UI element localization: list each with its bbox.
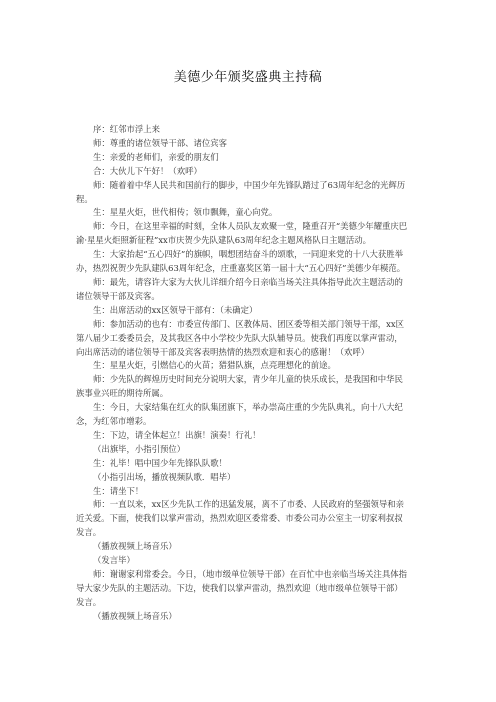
paragraph-4: 合：大伙儿下午好！（欢呼） <box>93 165 202 176</box>
paragraph-13: 师：少先队的辉煌历史时间充分说明大家，青少年儿童的快乐成长，是我国和中华民族事业兴旺的期待所属。 <box>76 374 403 399</box>
paragraph-8: 生：大家抬起“五心四好”的旗帜，咽想团结奋斗的颂歌，一同迎来党的十八大获胜举办，热烈祝贺少先队建队63周年纪念，庄重嘉奖区第一届十大“五心四好”美德少年模范。 <box>76 249 406 274</box>
document-title: 美德少年颁奖盛典主持稿 <box>173 70 323 85</box>
paragraph-3: 生：亲爱的老师们，亲爱的朋友们 <box>93 151 219 162</box>
paragraph-10: 生：出席活动的xx区领导干部有：（未确定） <box>93 304 258 315</box>
paragraph-19: 生：请坐下！ <box>93 485 144 496</box>
stage-direction-4: （发言毕） <box>93 555 135 566</box>
document-body <box>76 123 408 624</box>
paragraph-2: 师：尊重的诸位领导干部、诸位宾客 <box>93 137 227 148</box>
paragraph-6: 生：星星火炬，世代相传；领巾飘舞，童心向党。 <box>93 207 278 218</box>
paragraph-15: 生：下边，请全体起立！出旗！演奏！行礼！ <box>93 429 261 440</box>
paragraph-5: 师：随着着中华人民共和国前行的脚步，中国少年先锋队踏过了63周年纪念的光辉历程。 <box>76 179 406 204</box>
stage-direction-5: （播放视频上场音乐） <box>93 610 177 621</box>
stage-direction-2: （小指引出场，播放视频队歌．唱毕） <box>93 471 236 482</box>
paragraph-17: 生：礼毕！唱中国少年先锋队队歌！ <box>93 457 227 468</box>
stage-direction-3: （播放视频上场音乐） <box>93 541 177 552</box>
paragraph-14: 生：今日，大家结集在红火的队集团旗下，举办崇高庄重的少先队典礼，向十八大纪念，为红邻市增彩。 <box>76 402 403 427</box>
paragraph-11: 师：参加活动的也有：市委宣传部门、区教体局、团区委等相关部门领导干部，xx区第八届少工委委员会，及其我区各中小学校少先队大队辅导员。使我们再度以掌声雷动，向出席活动的诸位领导干部及宾客表明热情的热烈欢迎和衷心的感谢！（欢呼） <box>76 318 404 357</box>
paragraph-12: 生：星星火炬，引燃信心的火苗；猎猎队旗，点亮理想化的前途。 <box>93 360 336 371</box>
paragraph-23: 师：谢谢家利常委会。今日，（地市级单位领导干部）在百忙中也亲临当场关注具体指导大家少先队的主题活动。下边，使我们以掌声雷动，热烈欢迎（地市级单位领导干部）发言。 <box>76 569 408 607</box>
paragraph-7: 师：今日，在这里幸福的时刻，全体人员队友欢聚一堂，隆重召开“美德少年耀重庆巴渝·星星火炬照新征程”xx市庆贺少先队建队63周年纪念主题风格队日主题活动。 <box>76 221 408 246</box>
paragraph-9: 师：最先，请容许大家为大伙儿详细介绍今日亲临当场关注具体指导此次主题活动的诸位领导干部及宾客。 <box>76 276 403 301</box>
stage-direction-1: （出旗毕，小指引预位） <box>93 443 186 454</box>
paragraph-1: 序：红邻市浮上来 <box>93 124 160 134</box>
paragraph-20: 师：一直以来，xx区少先队工作的迅猛发展，离不了市委、人民政府的坚强领导和亲近关爱。下面，使我们以掌声雷动，热烈欢迎区委常委、市委公司办公室主一切家利叔叔发言。 <box>76 499 404 538</box>
